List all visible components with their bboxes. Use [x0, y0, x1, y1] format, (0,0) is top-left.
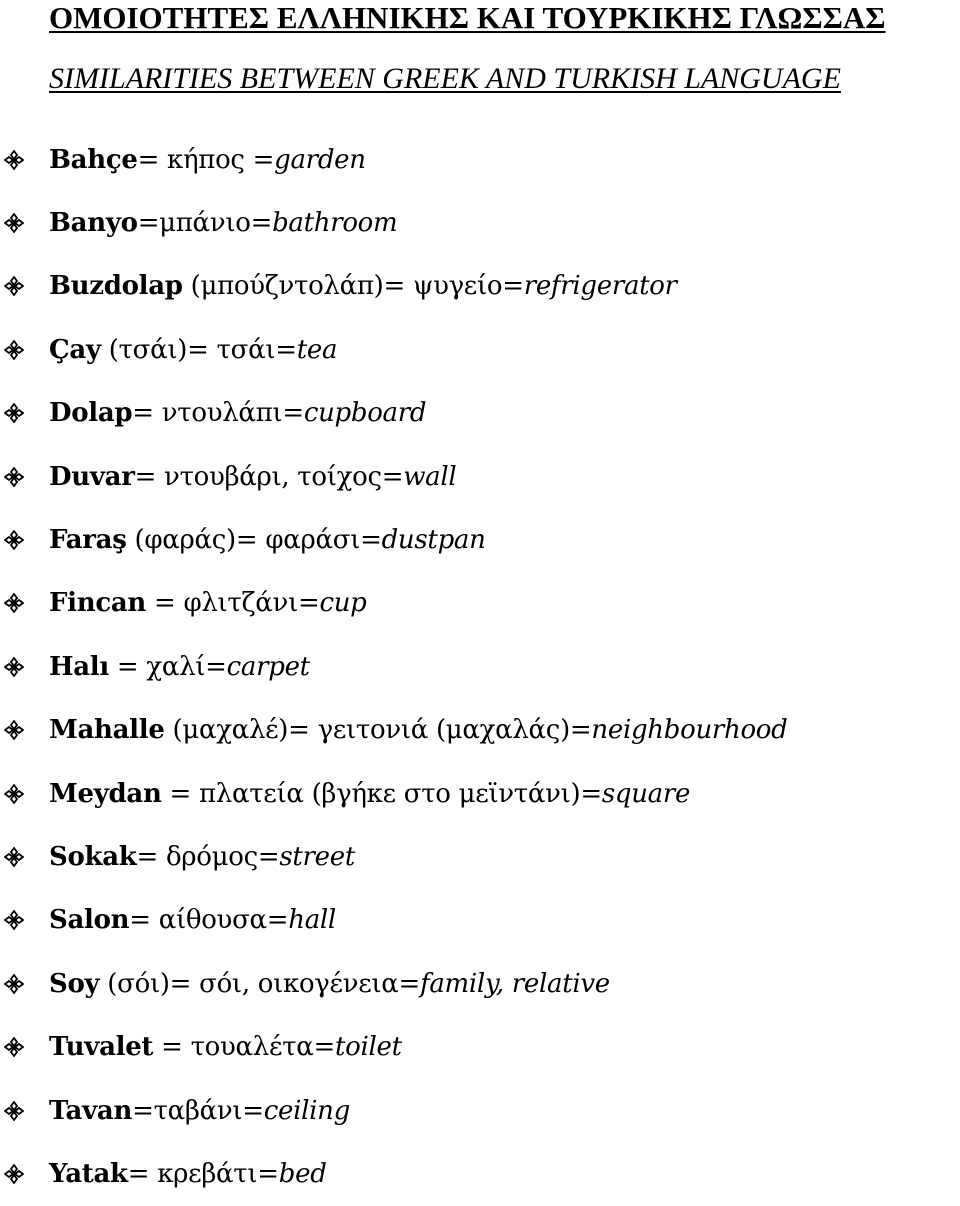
greek-translation: (μαχαλέ)= γειτονιά (μαχαλάς)= [164, 715, 592, 746]
four-diamond-bullet-icon [0, 213, 49, 233]
vocabulary-entry [49, 268, 677, 304]
turkish-word: Tavan [49, 1095, 133, 1126]
greek-translation: (τσάι)= τσάι= [100, 334, 297, 365]
greek-translation: = δρόμος= [136, 841, 280, 872]
four-diamond-bullet-icon [0, 403, 49, 423]
english-translation: bathroom [272, 208, 398, 239]
english-translation: cup [319, 588, 367, 619]
english-translation: cupboard [303, 398, 427, 429]
vocabulary-entry [49, 585, 367, 621]
list-item [0, 508, 788, 571]
turkish-word: Fincan [49, 588, 147, 619]
english-translation: square [601, 778, 691, 809]
turkish-word: Duvar [49, 461, 135, 492]
list-item [0, 128, 788, 191]
list-item [0, 635, 788, 698]
list-item [0, 889, 788, 952]
four-diamond-bullet-icon [0, 1164, 49, 1184]
english-translation: street [279, 841, 355, 872]
vocabulary-entry [49, 902, 336, 938]
english-translation: toilet [334, 1032, 402, 1063]
greek-translation: (φαράς)= φαράσι= [126, 525, 382, 556]
turkish-word: Bahçe [49, 144, 138, 175]
vocabulary-entry [49, 966, 610, 1002]
turkish-word: Buzdolap [49, 271, 183, 302]
page-subtitle: SIMILARITIES BETWEEN GREEK AND TURKISH LANGUAGE [49, 62, 841, 95]
turkish-word: Meydan [49, 778, 162, 809]
four-diamond-bullet-icon [0, 847, 49, 867]
four-diamond-bullet-icon [0, 1101, 49, 1121]
four-diamond-bullet-icon [0, 784, 49, 804]
greek-translation: (μπούζντολάπ)= ψυγείο= [182, 271, 524, 302]
four-diamond-bullet-icon [0, 340, 49, 360]
list-item [0, 445, 788, 508]
turkish-word: Tuvalet [49, 1032, 154, 1063]
vocabulary-entry [49, 522, 486, 558]
vocabulary-entry [49, 332, 337, 368]
english-translation: family, relative [420, 968, 610, 999]
greek-translation: = κήπος = [137, 144, 275, 175]
list-item [0, 255, 788, 318]
english-translation: bed [278, 1158, 327, 1189]
turkish-word: Dolap [49, 398, 133, 429]
english-translation: ceiling [263, 1095, 350, 1126]
list-item [0, 382, 788, 445]
turkish-word: Banyo [49, 208, 138, 239]
greek-translation: = κρεβάτι= [127, 1158, 279, 1189]
greek-translation: (σόι)= σόι, οικογένεια= [99, 968, 421, 999]
turkish-word: Mahalle [49, 715, 165, 746]
turkish-word: Salon [49, 905, 130, 936]
vocabulary-entry [49, 776, 690, 812]
list-item [0, 318, 788, 381]
four-diamond-bullet-icon [0, 530, 49, 550]
vocabulary-list [0, 128, 788, 1206]
greek-translation: = πλατεία (βγήκε στο μεϊντάνι)= [161, 778, 602, 809]
english-translation: hall [288, 905, 336, 936]
four-diamond-bullet-icon [0, 974, 49, 994]
turkish-word: Çay [49, 334, 101, 365]
vocabulary-entry [49, 1156, 327, 1192]
turkish-word: Soy [49, 968, 100, 999]
page-title: ΟΜΟΙΟΤΗΤΕΣ ΕΛΛΗΝΙΚΗΣ ΚΑΙ ΤΟΥΡΚΙΚΗΣ ΓΛΩΣΣΑΣ [49, 0, 886, 35]
vocabulary-entry [49, 395, 426, 431]
greek-translation: =ταβάνι= [132, 1095, 264, 1126]
greek-translation: = αίθουσα= [129, 905, 289, 936]
list-item [0, 699, 788, 762]
vocabulary-entry [49, 712, 788, 748]
english-translation: wall [403, 461, 457, 492]
greek-translation: = φλιτζάνι= [146, 588, 320, 619]
turkish-word: Sokak [49, 841, 137, 872]
greek-translation: = τουαλέτα= [153, 1032, 335, 1063]
greek-translation: = ντουβάρι, τοίχος= [134, 461, 404, 492]
four-diamond-bullet-icon [0, 910, 49, 930]
english-translation: refrigerator [523, 271, 677, 302]
vocabulary-entry [49, 205, 397, 241]
four-diamond-bullet-icon [0, 150, 49, 170]
english-translation: tea [296, 334, 338, 365]
english-translation: garden [274, 144, 366, 175]
four-diamond-bullet-icon [0, 657, 49, 677]
vocabulary-entry [49, 459, 456, 495]
four-diamond-bullet-icon [0, 1037, 49, 1057]
list-item [0, 1015, 788, 1078]
turkish-word: Yatak [49, 1158, 128, 1189]
vocabulary-entry [49, 839, 355, 875]
four-diamond-bullet-icon [0, 467, 49, 487]
list-item [0, 952, 788, 1015]
english-translation: neighbourhood [591, 715, 788, 746]
four-diamond-bullet-icon [0, 720, 49, 740]
turkish-word: Faraş [49, 525, 127, 556]
greek-translation: = χαλί= [108, 651, 227, 682]
four-diamond-bullet-icon [0, 593, 49, 613]
list-item [0, 191, 788, 254]
list-item [0, 825, 788, 888]
vocabulary-entry [49, 1029, 402, 1065]
english-translation: carpet [226, 651, 310, 682]
turkish-word: Halı [49, 651, 109, 682]
vocabulary-entry [49, 142, 366, 178]
list-item [0, 1079, 788, 1142]
vocabulary-entry [49, 649, 310, 685]
vocabulary-entry [49, 1093, 350, 1129]
list-item [0, 572, 788, 635]
greek-translation: =μπάνιο= [137, 208, 273, 239]
english-translation: dustpan [381, 525, 486, 556]
list-item [0, 1142, 788, 1205]
list-item [0, 762, 788, 825]
greek-translation: = ντουλάπι= [132, 398, 304, 429]
four-diamond-bullet-icon [0, 276, 49, 296]
